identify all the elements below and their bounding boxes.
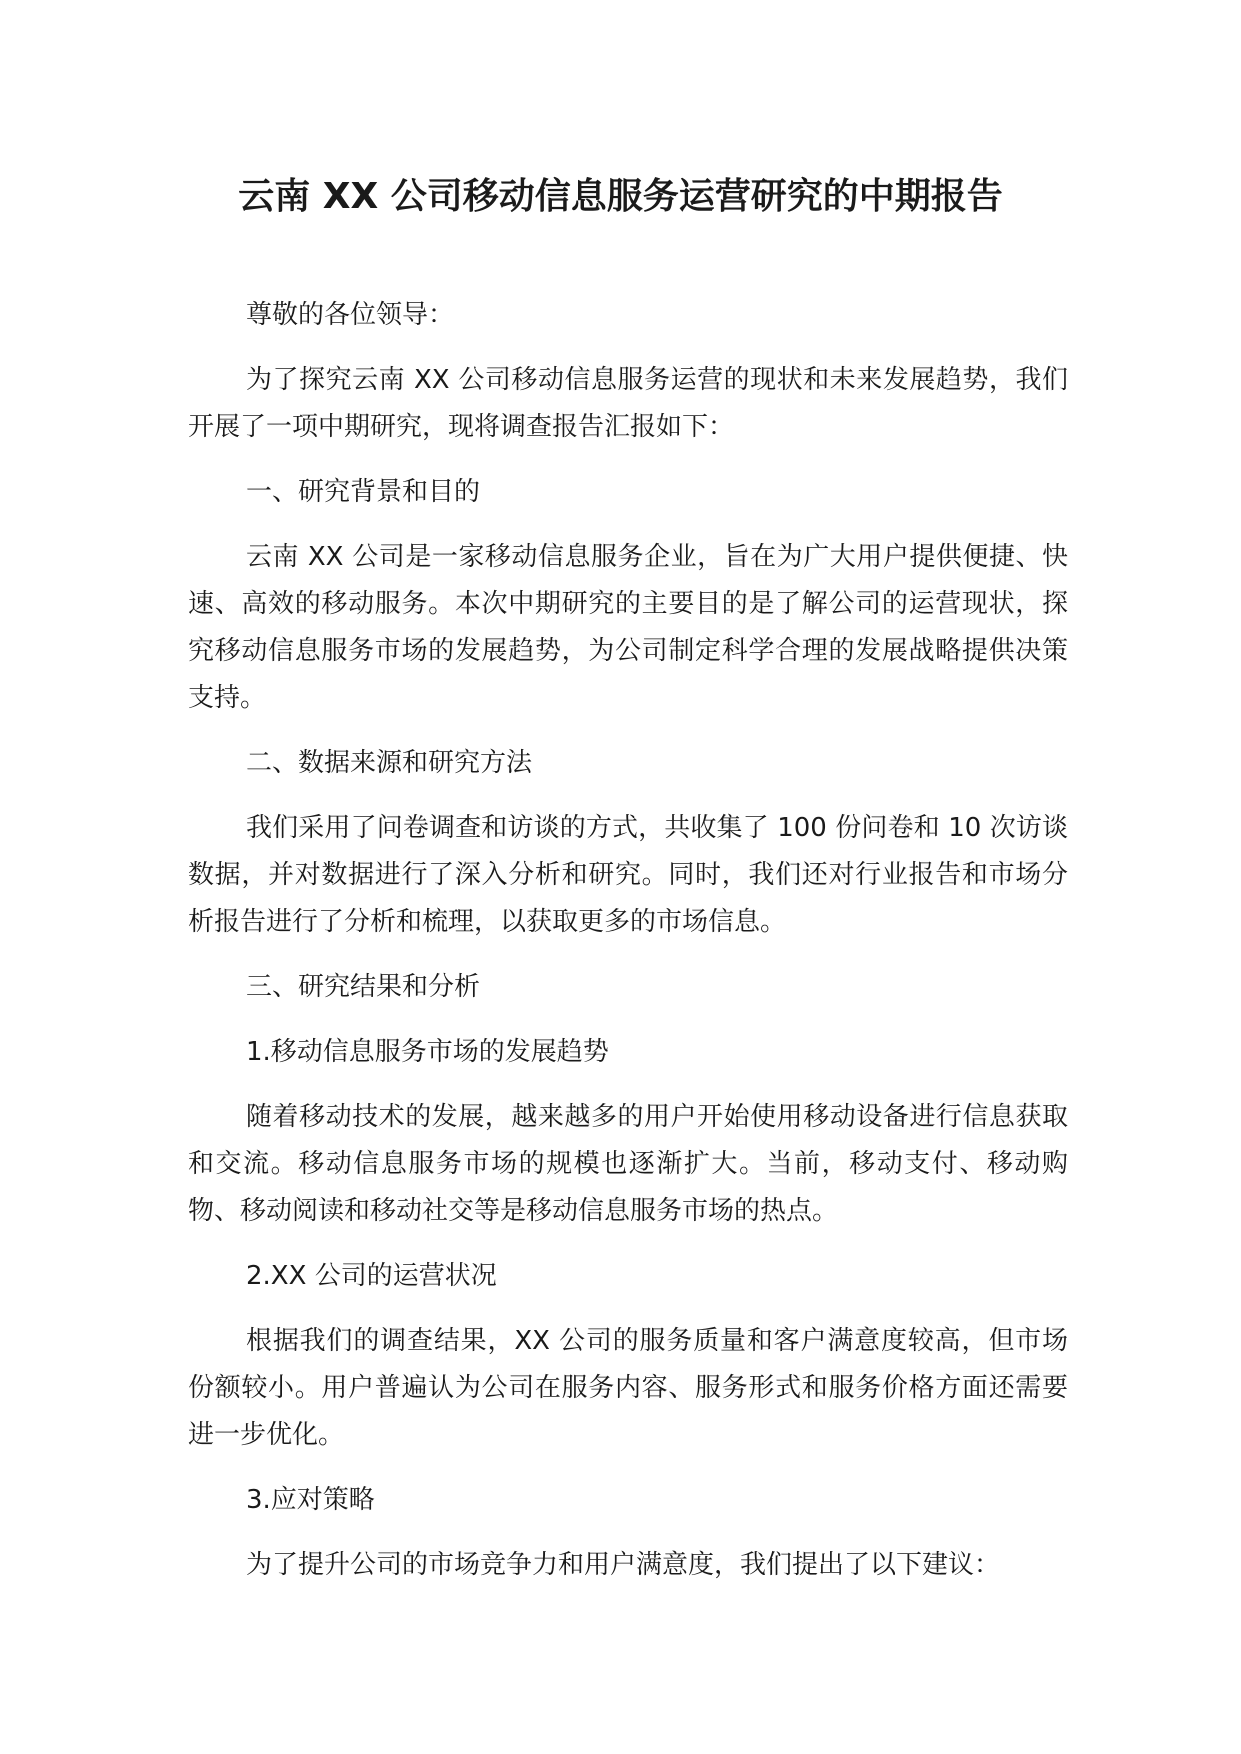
intro-paragraph: 为了探究云南 XX 公司移动信息服务运营的现状和未来发展趋势，我们开展了一项中期研究，现将调查报告汇报如下： xyxy=(188,365,1068,442)
section-heading-2: 二、数据来源和研究方法 xyxy=(246,748,533,778)
methods-paragraph: 我们采用了问卷调查和访谈的方式，共收集了 100 份问卷和 10 次访谈数据，并对数据进行了深入分析和研究。同时，我们还对行业报告和市场分析报告进行了分析和梳理，以获取更多的市场信息。 xyxy=(188,813,1068,937)
subheading-2: 2.XX 公司的运营状况 xyxy=(246,1261,497,1291)
section-heading-1: 一、研究背景和目的 xyxy=(246,477,481,507)
trend-paragraph: 随着移动技术的发展，越来越多的用户开始使用移动设备进行信息获取和交流。移动信息服务市场的规模也逐渐扩大。当前，移动支付、移动购物、移动阅读和移动社交等是移动信息服务市场的热点。 xyxy=(188,1102,1068,1226)
section-heading-3: 三、研究结果和分析 xyxy=(246,972,481,1002)
subheading-3: 3.应对策略 xyxy=(246,1485,375,1515)
document-title: 云南 XX 公司移动信息服务运营研究的中期报告 xyxy=(238,176,1003,217)
salutation: 尊敬的各位领导： xyxy=(246,300,455,330)
subheading-1: 1.移动信息服务市场的发展趋势 xyxy=(246,1037,609,1067)
document-body xyxy=(188,292,1068,1607)
operations-paragraph: 根据我们的调查结果，XX 公司的服务质量和客户满意度较高，但市场份额较小。用户普遍认为公司在服务内容、服务形式和服务价格方面还需要进一步优化。 xyxy=(188,1326,1068,1450)
background-paragraph: 云南 XX 公司是一家移动信息服务企业，旨在为广大用户提供便捷、快速、高效的移动服务。本次中期研究的主要目的是了解公司的运营现状，探究移动信息服务市场的发展趋势，为公司制定科学合理的发展战略提供决策支持。 xyxy=(188,542,1068,713)
strategy-paragraph: 为了提升公司的市场竞争力和用户满意度，我们提出了以下建议： xyxy=(246,1550,1001,1580)
